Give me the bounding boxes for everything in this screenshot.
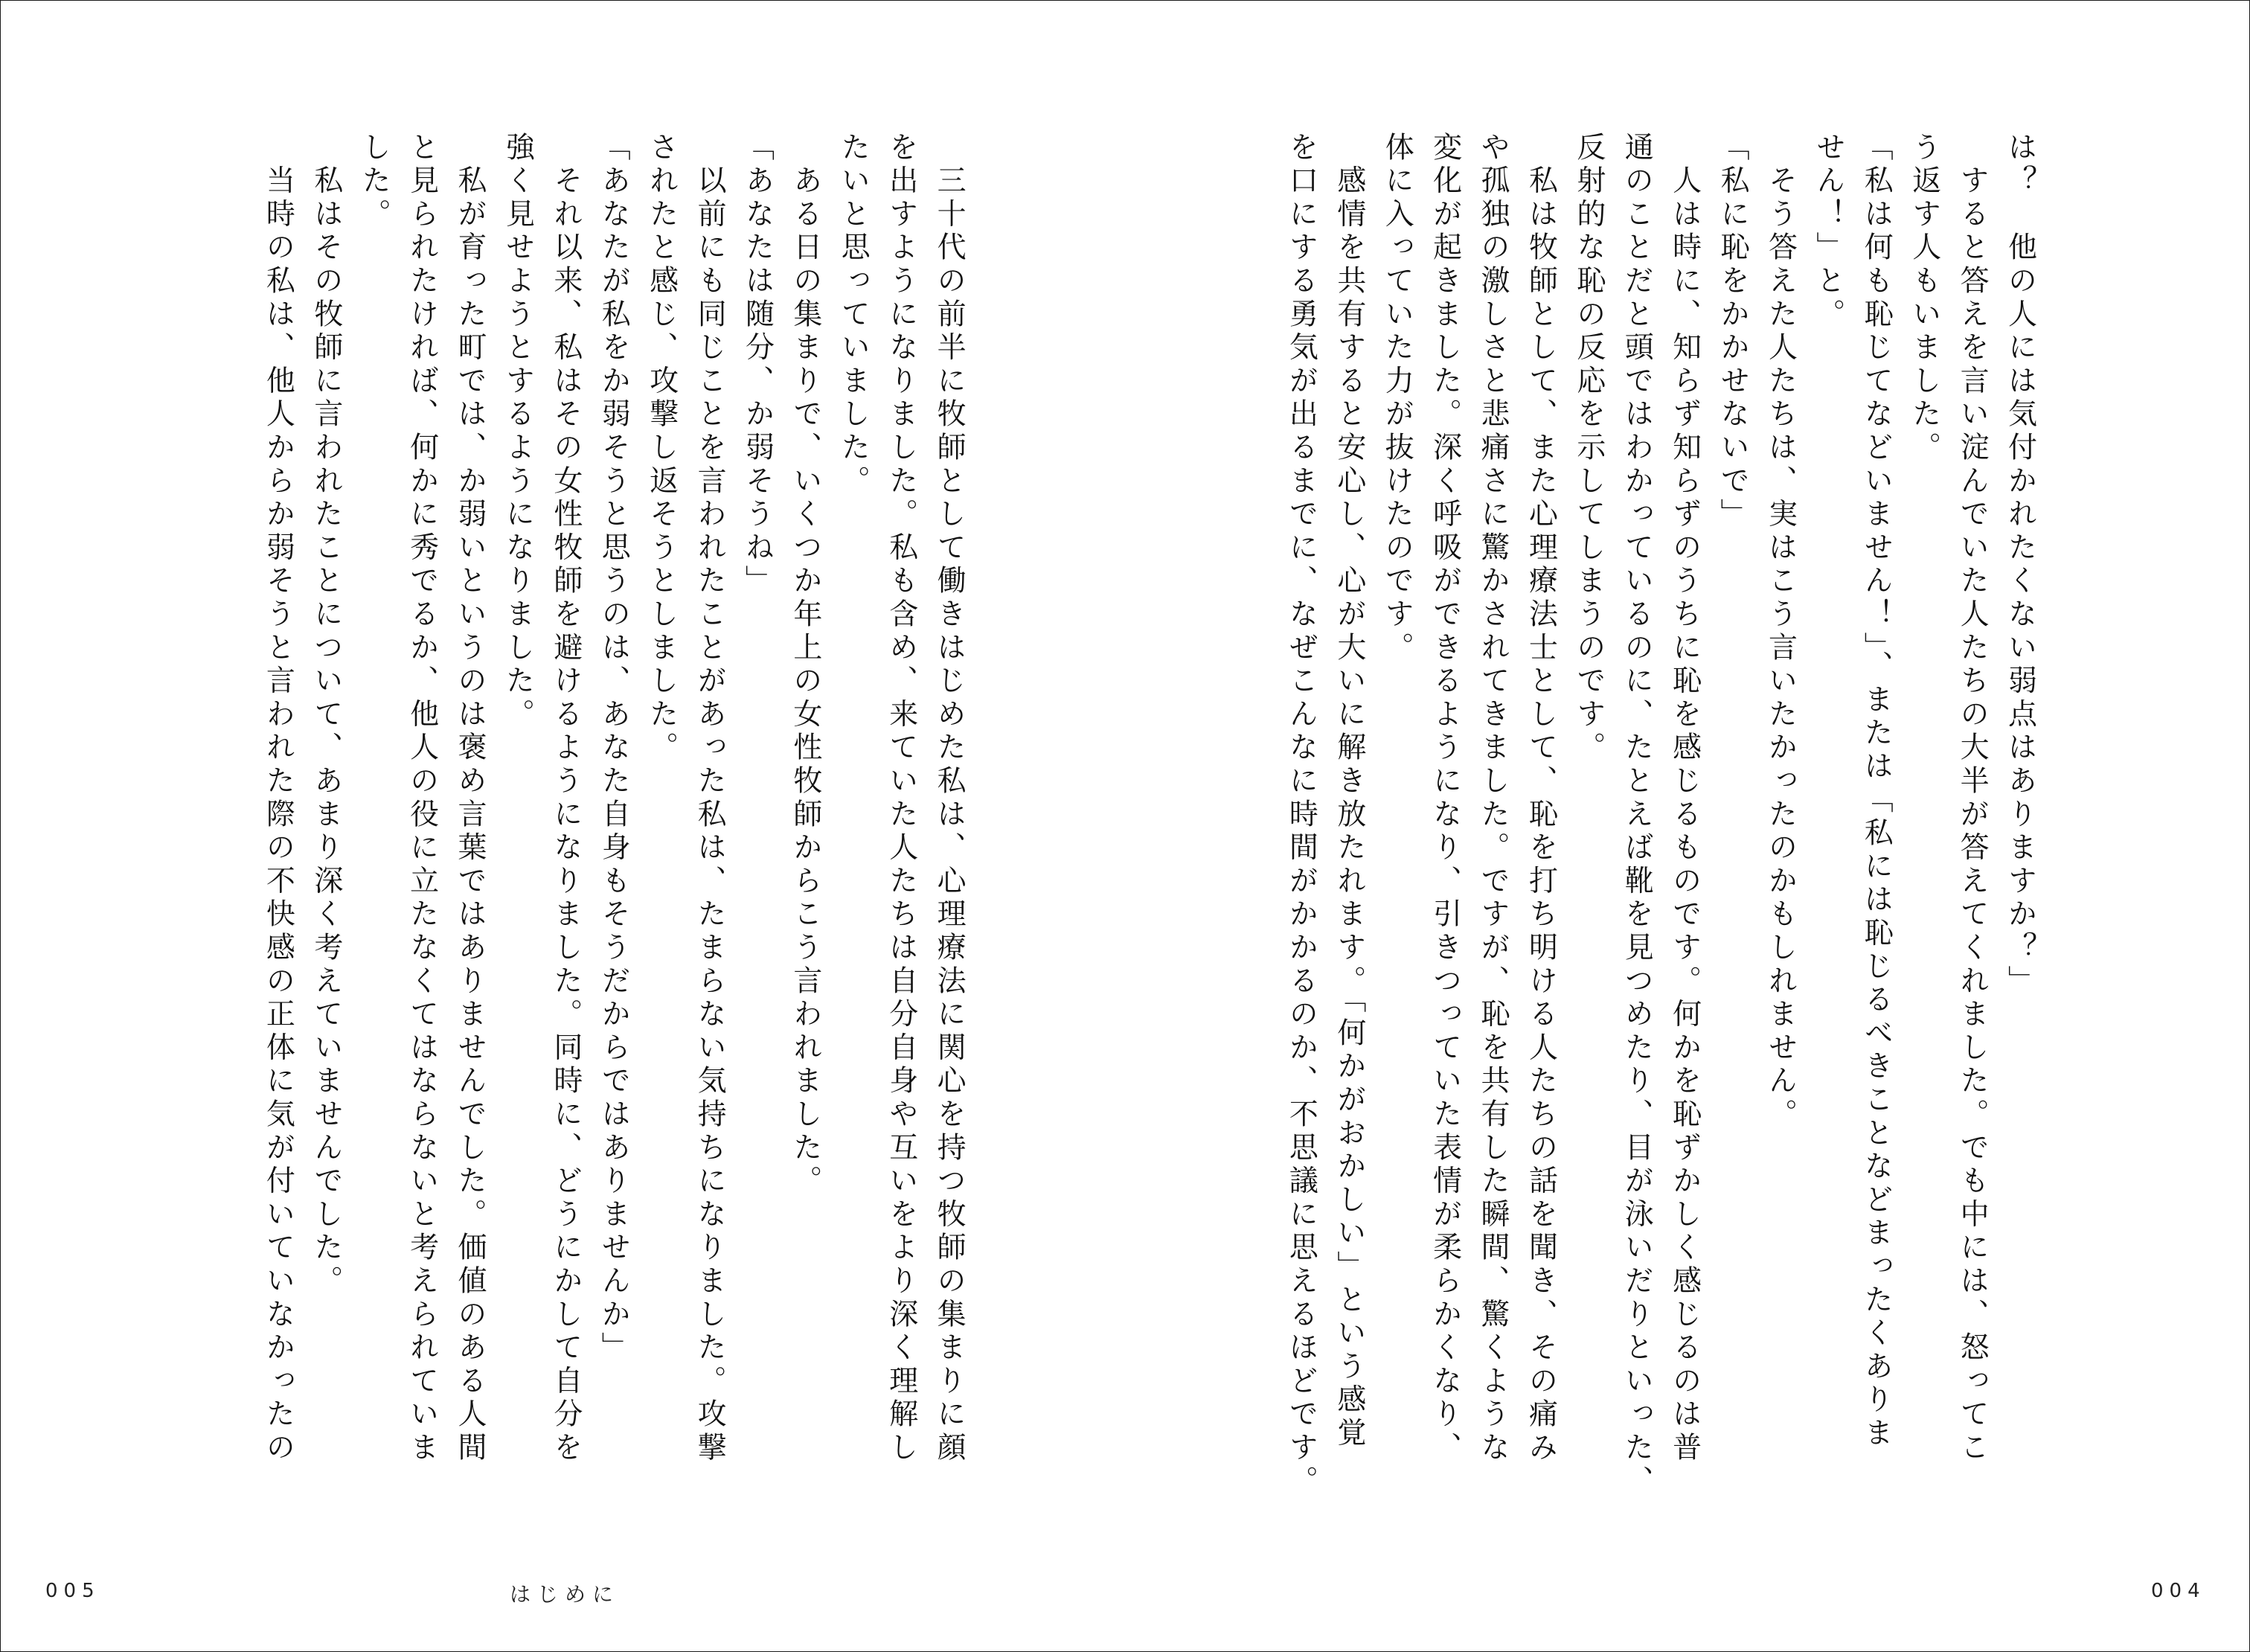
text-line: 私が育った町では、か弱いというのは褒め言葉ではありませんでした。価値のある人間 <box>453 132 487 1465</box>
left-page <box>1 1 1125 1651</box>
page-number: 005 <box>45 1580 100 1602</box>
text-line: 変化が起きました。深く呼吸ができるようになり、引きつっていた表情が柔らかくなり、 <box>1428 132 1462 1465</box>
text-line: 以前にも同じことを言われたことがあった私は、たまらない気持ちになりました。攻撃 <box>693 132 727 1465</box>
text-line: 人は時に、知らず知らずのうちに恥を感じるものです。何かを恥ずかしく感じるのは普 <box>1667 132 1702 1465</box>
text-line: を口にする勇気が出るまでに、なぜこんなに時間がかかるのか、不思議に思えるほどです。 <box>1284 132 1318 1499</box>
left-page-body <box>254 132 972 1465</box>
text-line: した。 <box>357 132 391 232</box>
right-page-body <box>1277 132 2044 1499</box>
text-line: 「あなたが私をか弱そうと思うのは、あなた自身もそうだからではありませんか」 <box>597 132 631 1366</box>
text-line: 「私に恥をかかせないで」 <box>1716 132 1750 532</box>
text-line: 私は牧師として、また心理療法士として、恥を打ち明ける人たちの話を聞き、その痛み <box>1524 132 1558 1465</box>
text-line: 感情を共有すると安心し、心が大いに解き放たれます。「何かがおかしい」という感覚 <box>1332 132 1366 1451</box>
text-line: 「あなたは随分、か弱そうね」 <box>740 132 775 599</box>
text-line: を出すようになりました。私も含め、来ていた人たちは自分自身や互いをより深く理解し <box>884 132 918 1465</box>
text-line: 反射的な恥の反応を示してしまうのです。 <box>1571 132 1606 766</box>
text-line: 私はその牧師に言われたことについて、あまり深く考えていませんでした。 <box>309 132 343 1299</box>
text-line: すると答えを言い淀んでいた人たちの大半が答えてくれました。でも中には、怒ってこ <box>1955 132 1990 1465</box>
text-line: と見られたければ、何かに秀でるか、他人の役に立たなくてはならないと考えられていま <box>405 132 439 1465</box>
text-line: う返す人もいました。 <box>1907 132 1941 465</box>
text-line: 当時の私は、他人からか弱そうと言われた際の不快感の正体に気が付いていなかったの <box>261 132 295 1465</box>
text-line: 強く見せようとするようになりました。 <box>501 132 535 732</box>
text-line: されたと感じ、攻撃し返そうとしました。 <box>644 132 679 766</box>
text-line: それ以来、私はその女性牧師を避けるようになりました。同時に、どうにかして自分を <box>548 132 583 1465</box>
text-line: たいと思っていました。 <box>836 132 871 499</box>
text-line: は？ 他の人には気付かれたくない弱点はありますか？」 <box>2003 132 2037 999</box>
page-number: 004 <box>2151 1580 2206 1602</box>
text-line: 「私は何も恥じてなどいません！」、または「私には恥じるべきことなどまったくありま <box>1859 132 1894 1451</box>
text-line: そう答えた人たちは、実はこう言いたかったのかもしれません。 <box>1763 132 1798 1132</box>
text-line: や孤独の激しさと悲痛さに驚かされてきました。ですが、恥を共有した瞬間、驚くような <box>1476 132 1510 1465</box>
text-line: せん！」と。 <box>1811 132 1845 332</box>
running-head: はじめに <box>510 1582 621 1607</box>
text-line: ある日の集まりで、いくつか年上の女性牧師からこう言われました。 <box>788 132 822 1199</box>
text-line: 体に入っていた力が抜けたのです。 <box>1380 132 1414 665</box>
text-line: 通のことだと頭ではわかっているのに、たとえば靴を見つめたり、目が泳いだりといった、 <box>1620 132 1654 1499</box>
text-line: 三十代の前半に牧師として働きはじめた私は、心理療法に関心を持つ牧師の集まりに顔 <box>932 132 967 1465</box>
right-page <box>1125 1 2249 1651</box>
